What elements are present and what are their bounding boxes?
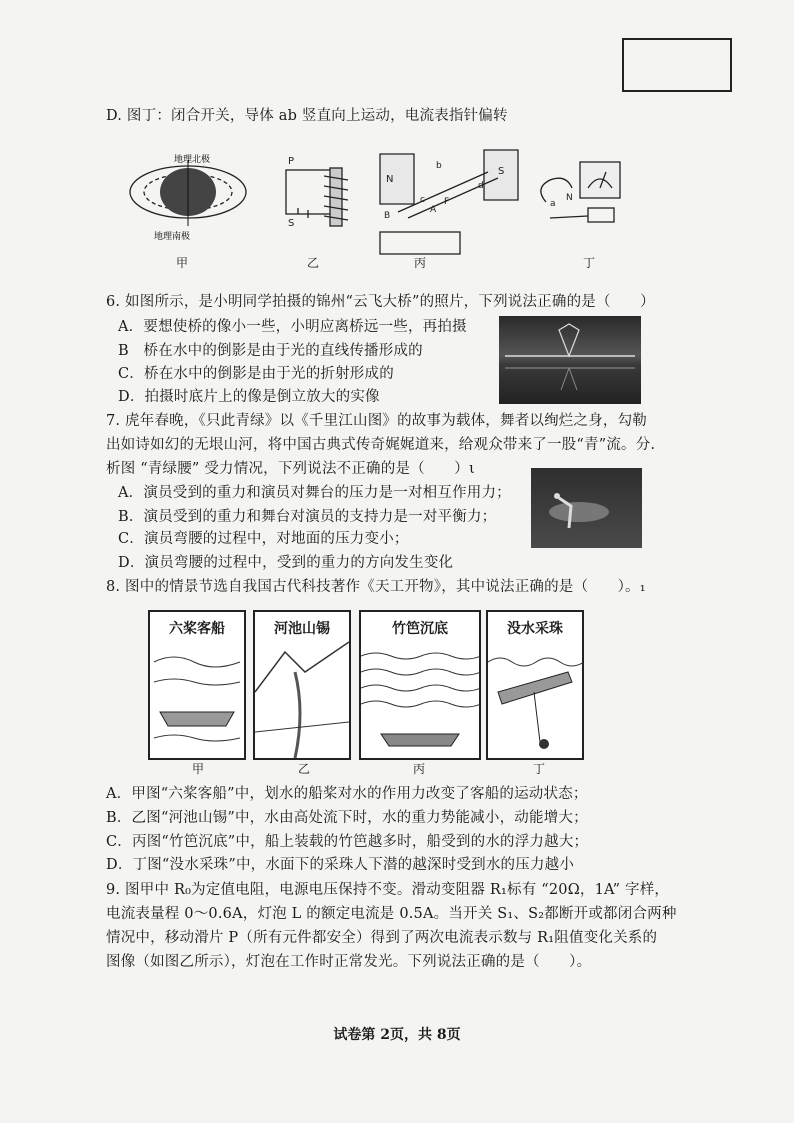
q8-option-a: A．甲图“六桨客船”中，划水的船桨对水的作用力改变了客船的运动状态； [106, 786, 588, 802]
fig5-label-ding: 丁 [583, 256, 596, 270]
q7-line2: 出如诗如幻的无垠山河，将中国古典式传奇娓娓道来，给观众带来了一股“青”流。分. [106, 437, 656, 453]
fig5-label-yi: 乙 [307, 256, 320, 270]
q8-label-jia: 甲 [192, 762, 205, 776]
q7-option-c: C．演员弯腰的过程中，对地面的压力变小； [118, 531, 409, 547]
fig5-label-jia: 甲 [176, 256, 189, 270]
q6-option-c: C．桥在水中的倒影是由于光的折射形成的 [118, 366, 394, 382]
svg-text:b: b [436, 161, 442, 171]
q8-option-d: D．丁图“没水采珠”中，水面下的采珠人下潜的越深时受到水的压力越小 [106, 857, 575, 873]
fig-ding-ammeter [541, 162, 620, 222]
svg-text:N: N [386, 174, 394, 185]
fig5-label-bing: 丙 [414, 256, 427, 270]
q6-option-b: B 桥在水中的倒影是由于光的直线传播形成的 [118, 343, 423, 359]
score-box [622, 38, 732, 92]
q7-line3: 析图 “青绿腰” 受力情况，下列说法不正确的是（ ）ι [106, 461, 475, 477]
panel-title-jia: 六桨客船 [169, 621, 225, 637]
fig-bing-magnet [380, 150, 518, 254]
q8-label-ding: 丁 [533, 762, 546, 776]
q7-line1: 7. 虎年春晚，《只此青绿》以《千里江山图》的故事为载体，舞者以绚烂之身，勾勒 [106, 413, 647, 429]
panel-title-bing: 竹笆沉底 [392, 621, 448, 637]
q8-label-bing: 丙 [413, 762, 426, 776]
q9-line1: 9. 图甲中 R₀为定值电阻，电源电压保持不变。滑动变阻器 R₁标有 “20Ω，1A” 字样， [106, 882, 670, 898]
panel-title-ding: 没水采珠 [507, 621, 563, 637]
q6-option-a: A．要想使桥的像小一些，小明应离桥远一些，再拍摄 [118, 319, 467, 335]
svg-text:B: B [384, 211, 391, 221]
tiangong-panel-ding [486, 610, 584, 760]
tiangong-panel-jia [148, 610, 246, 760]
south-pole-label: 地理南极 [154, 232, 191, 242]
q7-option-a: A．演员受到的重力和演员对舞台的压力是一对相互作用力； [118, 485, 511, 501]
svg-text:c: c [420, 195, 425, 205]
q6-option-d: D．拍摄时底片上的像是倒立放大的实像 [118, 389, 380, 405]
q7-option-d: D．演员弯腰的过程中，受到的重力的方向发生变化 [118, 555, 454, 571]
q9-line4: 图像（如图乙所示），灯泡在工作时正常发光。下列说法正确的是（ ）。 [106, 954, 592, 970]
q8-stem: 8. 图中的情景节选自我国古代科技著作《天工开物》，其中说法正确的是（ ）。₁ [106, 579, 646, 595]
dancer-photo [531, 468, 642, 548]
prev-option-d: D. 图丁：闭合开关，导体 ab 竖直向上运动，电流表指针偏转 [106, 108, 508, 124]
north-pole-label: 地理北极 [174, 155, 211, 165]
svg-text:d: d [478, 181, 484, 191]
q9-line3: 情况中，移动滑片 P（所有元件都安全）得到了两次电流表示数与 R₁阻值变化关系的 [106, 930, 658, 946]
q9-line2: 电流表量程 0～0.6A，灯泡 L 的额定电流是 0.5A。当开关 S₁、S₂都断开或都闭合两种 [106, 906, 677, 922]
q8-option-b: B．乙图“河池山锡”中，水由高处流下时，水的重力势能减小，动能增大； [106, 810, 588, 826]
svg-text:F: F [444, 197, 450, 207]
page-footer: 试卷第 2页，共 8页 [333, 1027, 461, 1043]
q8-label-yi: 乙 [298, 762, 311, 776]
svg-text:a: a [550, 199, 556, 209]
q8-option-c: C．丙图“竹笆沉底”中，船上装载的竹笆越多时，船受到的水的浮力越大； [106, 834, 589, 850]
q5-figures [118, 142, 678, 272]
fig-jia-earth [130, 153, 246, 242]
fig-yi-circuit [286, 156, 348, 229]
svg-text:S: S [288, 218, 295, 229]
svg-text:S: S [498, 166, 505, 177]
bridge-photo [499, 316, 641, 404]
tiangong-panel-bing [359, 610, 481, 760]
svg-text:A: A [430, 205, 437, 215]
q6-stem: 6. 如图所示，是小明同学拍摄的锦州“云飞大桥”的照片，下列说法正确的是（ ） [106, 294, 655, 310]
panel-title-yi: 河池山锡 [274, 621, 330, 637]
tiangong-panel-yi [253, 610, 351, 760]
svg-text:N: N [566, 193, 573, 203]
svg-text:P: P [288, 156, 295, 167]
q7-option-b: B．演员受到的重力和舞台对演员的支持力是一对平衡力； [118, 509, 497, 525]
